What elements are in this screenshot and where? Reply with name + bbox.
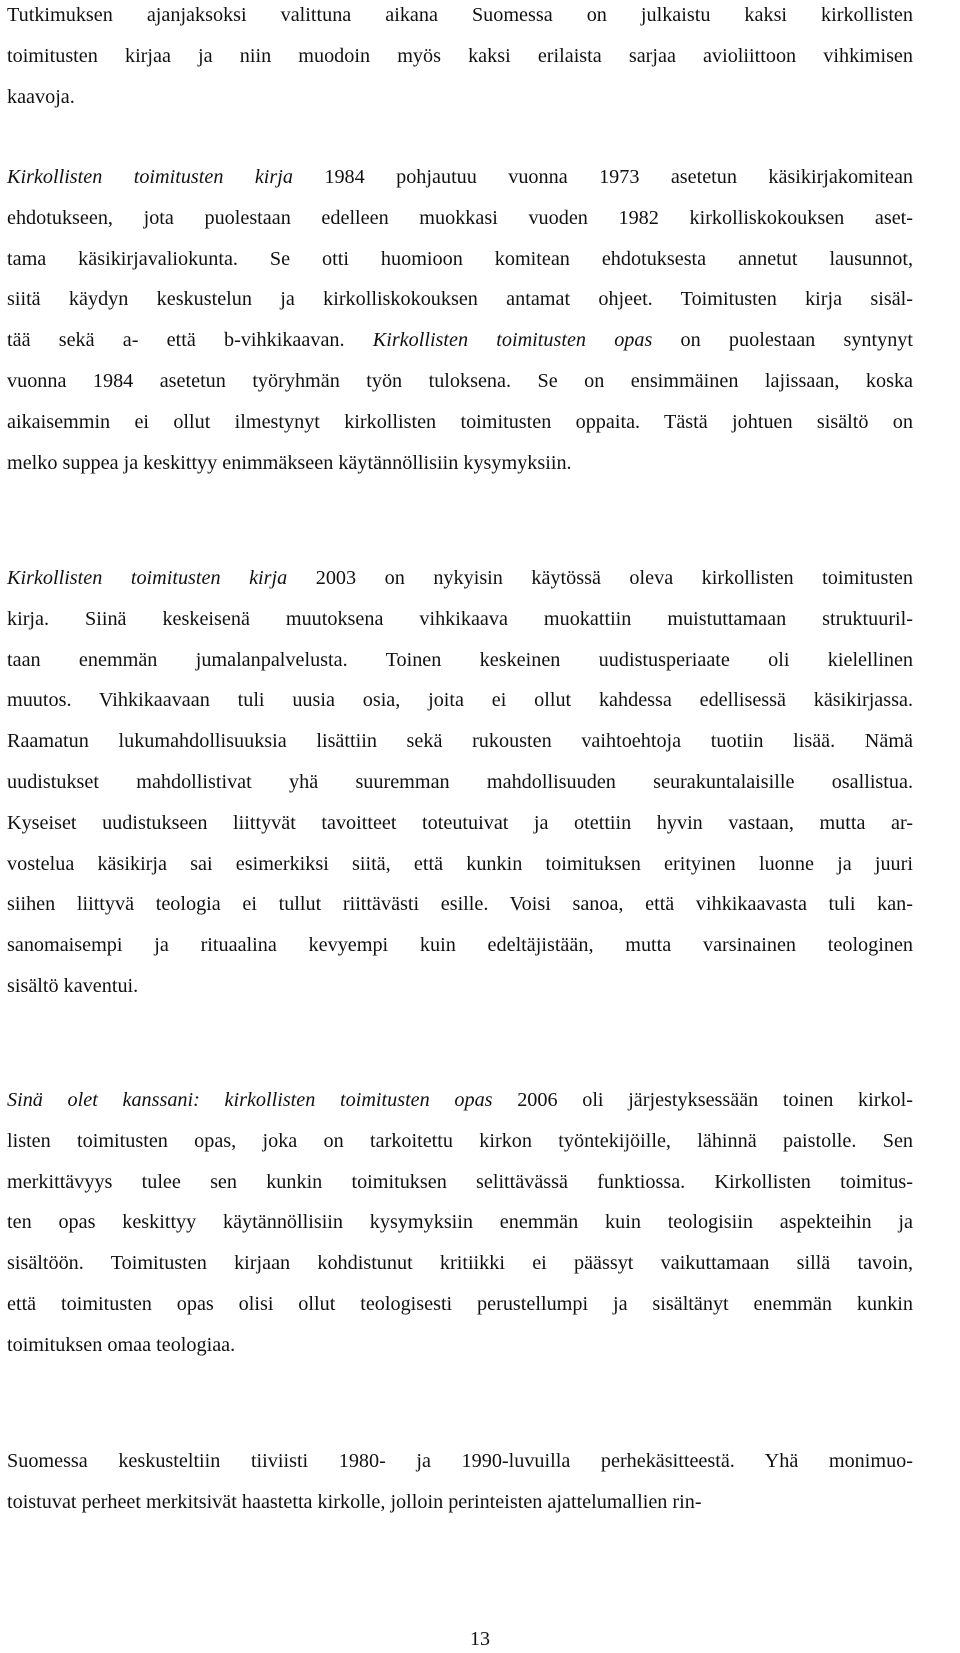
text-span: Kyseiset uudistukseen liittyvät tavoitteet toteutuivat ja otettiin hyvin vastaan, mutta ar- [7,811,913,834]
text-line [7,680,913,720]
text-line [7,0,913,35]
text-line [7,1080,913,1120]
text-line [7,157,913,197]
text-line [7,1202,913,1242]
text-line [7,279,913,319]
text-line [7,1284,913,1324]
text-span: toimitusten kirjaa ja niin muodoin myös kaksi erilaista sarjaa avioliittoon vihkimisen [7,44,913,67]
text-span: 2003 on nykyisin käytössä oleva kirkollisten toimitusten [287,567,913,589]
italic-title-span: Kirkollisten toimitusten kirja [7,166,293,188]
text-line [7,1482,913,1522]
text-span: siitä käydyn keskustelun ja kirkolliskokouksen antamat ohjeet. Toimitusten kirja sisäl- [7,288,913,311]
text-span: kaavoja. [7,85,75,108]
text-line [7,239,913,279]
text-span: Suomessa keskusteltiin tiiviisti 1980- ja 1990-luvuilla perhekäsitteestä. Yhä monimuo- [7,1450,913,1472]
text-line [7,844,913,884]
text-line [7,1441,913,1481]
text-line [7,443,913,483]
text-span: uudistukset mahdollistivat yhä suuremman mahdollisuuden seurakuntalaisille osallistua. [7,771,913,793]
text-line [7,1325,913,1365]
text-line [7,198,913,238]
text-span: sisältö kaventui. [7,975,139,997]
page-number: 13 [470,1628,490,1650]
text-line [7,361,913,401]
italic-title-span: Kirkollisten toimitusten opas [372,329,653,352]
text-span: sanomaisempi ja rituaalina kevyempi kuin edeltäjistään, mutta varsinainen teologinen [7,934,913,957]
text-line [7,320,913,360]
text-span: 2006 oli järjestyksessään toinen kirkol- [492,1089,913,1111]
text-line [7,1243,913,1283]
text-span: ehdotukseen, jota puolestaan edelleen muokkasi vuoden 1982 kirkolliskokouksen aset- [7,206,913,229]
text-span: aikaisemmin ei ollut ilmestynyt kirkollisten toimitusten oppaita. Tästä johtuen sisältö on [7,410,913,433]
text-span: sisältöön. Toimitusten kirjaan kohdistunut kritiikki ei päässyt vaikuttamaan sillä tavoin, [7,1252,913,1275]
text-span: kirja. Siinä keskeisenä muutoksena vihkikaava muokattiin muistuttamaan struktuuril- [7,607,913,630]
italic-title-span: Kirkollisten toimitusten kirja [7,567,288,589]
text-span: siihen liittyvä teologia ei tullut riittävästi esille. Voisi sanoa, että vihkikaavasta tuli kan- [7,893,913,916]
text-span: Raamatun lukumahdollisuuksia lisättiin sekä rukousten vaihtoehtoja tuotiin lisää. Nämä [7,730,913,753]
text-span: ten opas keskittyy käytännöllisiin kysymyksiin enemmän kuin teologisiin aspekteihin ja [7,1211,913,1234]
text-line [7,77,913,117]
text-line [7,966,913,1006]
text-line [7,402,913,442]
italic-title-span: Sinä olet kanssani: kirkollisten toimitusten opas [7,1089,493,1111]
text-line [7,762,913,802]
text-line [7,36,913,76]
text-line [7,599,913,639]
text-span: tää sekä a- että b-vihkikaavan. [7,329,373,352]
text-line [7,640,913,680]
text-span: taan enemmän jumalanpalvelusta. Toinen keskeinen uudistusperiaate oli kielellinen [7,648,913,671]
text-line [7,1162,913,1202]
text-line [7,721,913,761]
text-span: että toimitusten opas olisi ollut teologisesti perustellumpi ja sisältänyt enemmän kunkin [7,1293,913,1315]
text-span: muutos. Vihkikaavaan tuli uusia osia, joita ei ollut kahdessa edellisessä käsikirjassa. [7,689,913,712]
text-span: 1984 pohjautuu vuonna 1973 asetetun käsikirjakomitean [292,166,913,188]
text-span: vostelua käsikirja sai esimerkiksi siitä, että kunkin toimituksen erityinen luonne ja juuri [7,852,913,875]
text-line [7,925,913,965]
text-span: toimituksen omaa teologiaa. [7,1333,236,1356]
text-line [7,803,913,843]
text-span: listen toimitusten opas, joka on tarkoitettu kirkon työntekijöille, lähinnä paistolle. Sen [7,1129,913,1152]
text-span: Tutkimuksen ajanjaksoksi valittuna aikana Suomessa on julkaistu kaksi kirkollisten [7,4,913,26]
text-line [7,558,913,598]
text-line [7,1121,913,1161]
text-span: on puolestaan syntynyt [652,329,914,352]
text-span: vuonna 1984 asetetun työryhmän työn tuloksena. Se on ensimmäinen lajissaan, koska [7,370,913,392]
text-span: toistuvat perheet merkitsivät haastetta kirkolle, jolloin perinteisten ajattelumallien rin- [7,1490,702,1513]
text-span: tama käsikirjavaliokunta. Se otti huomioon komitean ehdotuksesta annetut lausunnot, [7,247,913,270]
text-span: merkittävyys tulee sen kunkin toimituksen selittävässä funktiossa. Kirkollisten toimitus- [7,1170,913,1193]
text-span: melko suppea ja keskittyy enimmäkseen käytännöllisiin kysymyksiin. [7,451,572,474]
text-line [7,884,913,924]
